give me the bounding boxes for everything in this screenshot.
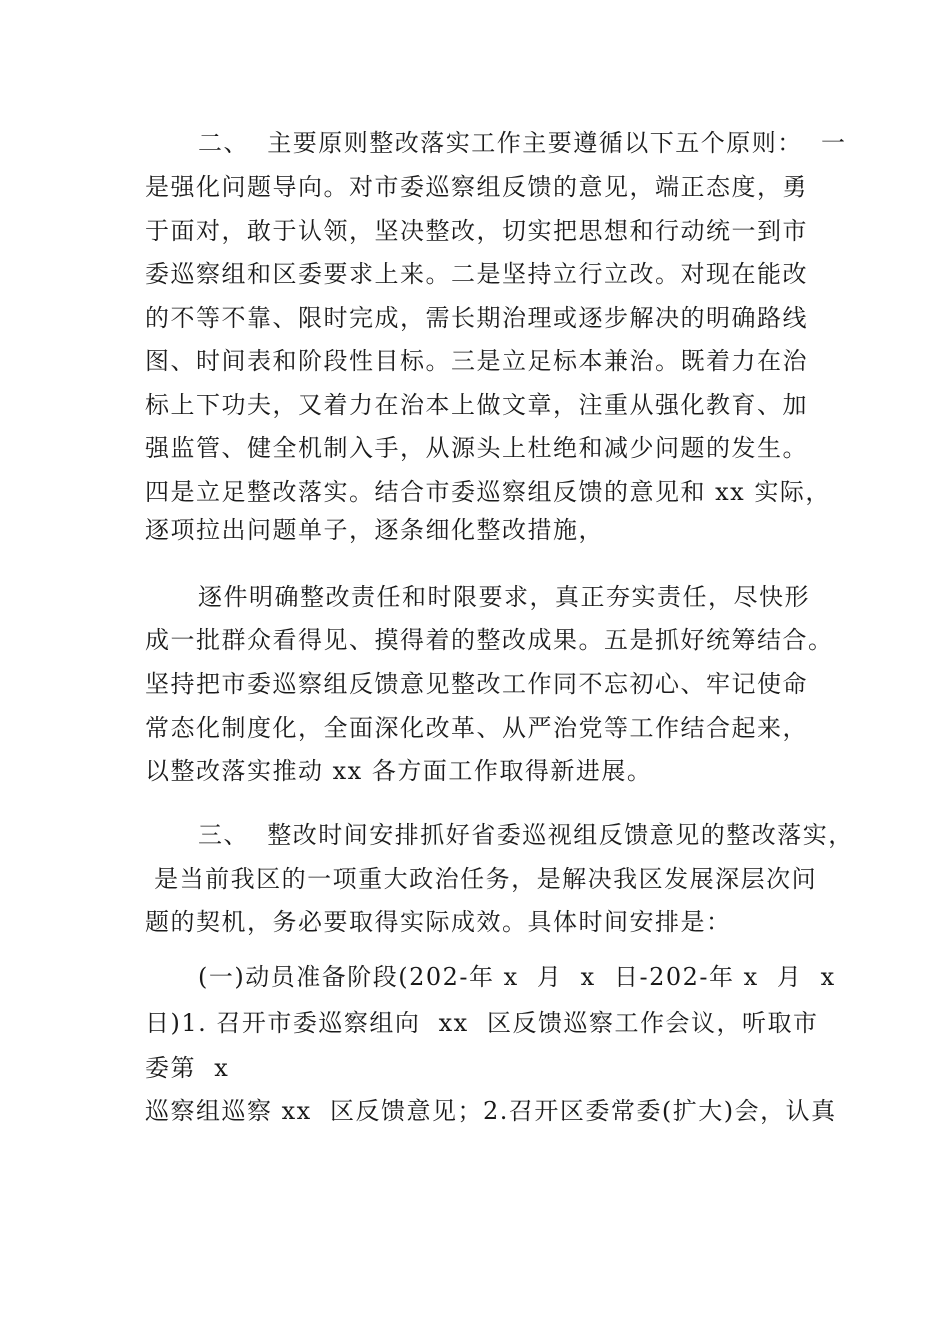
text-line: 三、 整改时间安排抓好省委巡视组反馈意见的整改落实， [198,821,854,849]
text-line: 强监管、健全机制入手，从源头上杜绝和减少问题的发生。 [145,434,808,462]
text-line: 的不等不靠、限时完成，需长期治理或逐步解决的明确路线 [145,304,808,332]
text-line: (一)动员准备阶段(202-年 x 月 x 日-202-年 x 月 x [198,963,836,991]
text-line: 逐件明确整改责任和时限要求，真正夯实责任，尽快形 [198,583,810,611]
text-line: 四是立足整改落实。结合市委巡察组反馈的意见和 xx 实际， [145,478,831,506]
text-line: 委巡察组和区委要求上来。二是坚持立行立改。对现在能改 [145,260,808,288]
text-line: 于面对，敢于认领，坚决整改，切实把思想和行动统一到市 [145,217,808,245]
text-line: 坚持把市委巡察组反馈意见整改工作同不忘初心、牢记使命 [145,670,808,698]
text-line: 委第 x [145,1054,230,1082]
text-line: 是强化问题导向。对市委巡察组反馈的意见，端正态度，勇 [145,173,808,201]
text-line: 日)1. 召开市委巡察组向 xx 区反馈巡察工作会议，听取市 [145,1009,819,1037]
text-line: 二、 主要原则整改落实工作主要遵循以下五个原则： 一 [198,129,847,157]
text-line: 常态化制度化，全面深化改革、从严治党等工作结合起来， [145,714,808,742]
text-line: 以整改落实推动 xx 各方面工作取得新进展。 [145,757,653,785]
text-line: 成一批群众看得见、摸得着的整改成果。五是抓好统筹结合。 [145,626,834,654]
text-line: 逐项拉出问题单子，逐条细化整改措施， [145,516,604,544]
text-line: 巡察组巡察 xx 区反馈意见；2.召开区委常委(扩大)会，认真 [145,1097,837,1125]
text-line: 图、时间表和阶段性目标。三是立足标本兼治。既着力在治 [145,347,808,375]
text-line: 标上下功夫，又着力在治本上做文章，注重从强化教育、加 [145,391,808,419]
text-line: 题的契机，务必要取得实际成效。具体时间安排是： [145,908,732,936]
text-line: 是当前我区的一项重大政治任务，是解决我区发展深层次问 [145,865,818,893]
